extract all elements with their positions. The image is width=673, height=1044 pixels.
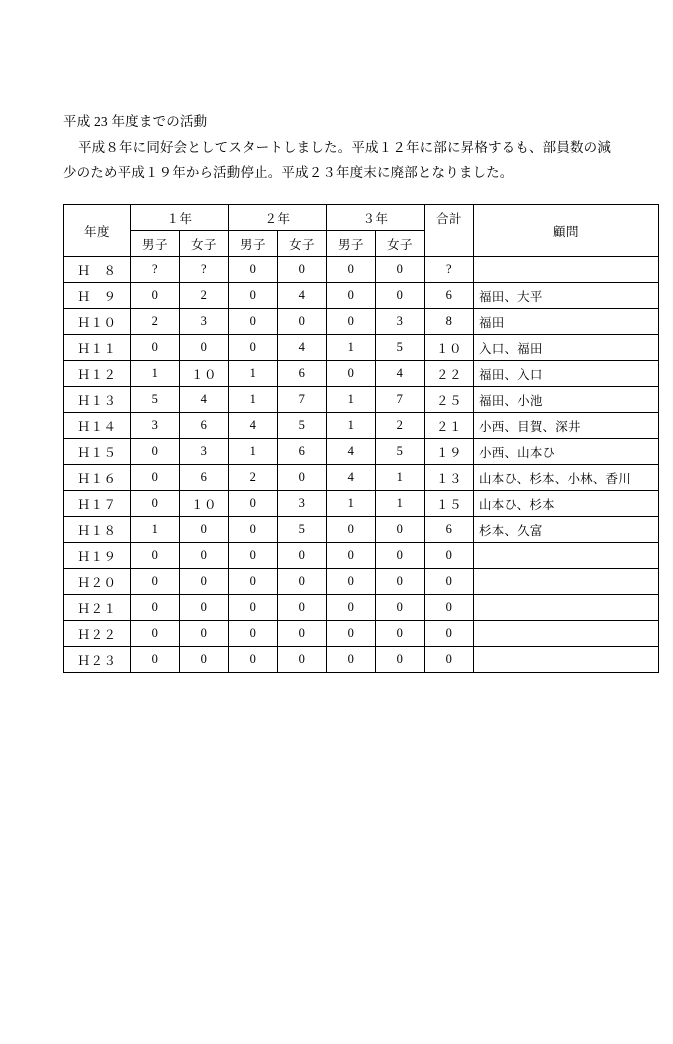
cell-grade3-boys: 4	[327, 439, 376, 465]
cell-grade1-boys: 0	[131, 439, 180, 465]
table-row	[64, 335, 659, 361]
cell-grade2-girls: 0	[278, 543, 327, 569]
table-row	[64, 595, 659, 621]
cell-grade1-girls: 2	[180, 283, 229, 309]
cell-grade1-boys: ?	[131, 257, 180, 283]
activity-table	[63, 204, 659, 673]
column-header-grade3-boys: 男子	[327, 231, 376, 257]
cell-year: Ｈ１０	[64, 309, 131, 335]
column-header-grade1-boys: 男子	[131, 231, 180, 257]
cell-total: １０	[425, 335, 474, 361]
cell-grade1-boys: 0	[131, 335, 180, 361]
cell-advisor: 杉本、久富	[474, 517, 659, 543]
cell-grade3-girls: 0	[376, 257, 425, 283]
cell-total: 0	[425, 621, 474, 647]
cell-grade2-girls: 5	[278, 517, 327, 543]
cell-grade3-boys: 4	[327, 465, 376, 491]
cell-grade3-girls: 1	[376, 491, 425, 517]
cell-grade2-girls: 0	[278, 569, 327, 595]
column-header-advisor: 顧問	[474, 205, 659, 257]
cell-grade1-girls: １０	[180, 491, 229, 517]
cell-grade3-boys: 1	[327, 413, 376, 439]
cell-grade3-girls: 0	[376, 621, 425, 647]
column-header-grade2-boys: 男子	[229, 231, 278, 257]
intro-paragraph	[63, 136, 611, 186]
cell-grade2-girls: 6	[278, 361, 327, 387]
cell-grade1-girls: 6	[180, 465, 229, 491]
cell-total: 6	[425, 283, 474, 309]
cell-grade1-girls: 3	[180, 309, 229, 335]
table-row	[64, 257, 659, 283]
cell-advisor	[474, 257, 659, 283]
cell-year: Ｈ ９	[64, 283, 131, 309]
cell-grade2-girls: 3	[278, 491, 327, 517]
cell-advisor: 山本ひ、杉本、小林、香川	[474, 465, 659, 491]
cell-advisor: 福田、小池	[474, 387, 659, 413]
column-header-grade1: １年	[131, 205, 229, 231]
cell-grade1-girls: 4	[180, 387, 229, 413]
cell-grade2-girls: 4	[278, 283, 327, 309]
cell-advisor: 入口、福田	[474, 335, 659, 361]
cell-grade2-boys: 0	[229, 543, 278, 569]
cell-grade1-boys: 3	[131, 413, 180, 439]
cell-total: 0	[425, 647, 474, 673]
table-body	[64, 257, 659, 673]
cell-grade2-boys: 0	[229, 283, 278, 309]
cell-grade2-girls: 0	[278, 621, 327, 647]
cell-grade2-boys: 1	[229, 387, 278, 413]
table-row	[64, 387, 659, 413]
cell-grade2-girls: 0	[278, 595, 327, 621]
cell-grade3-girls: 2	[376, 413, 425, 439]
table-header	[64, 205, 659, 257]
cell-grade1-boys: 0	[131, 569, 180, 595]
cell-grade2-boys: 4	[229, 413, 278, 439]
table-row	[64, 517, 659, 543]
document-text-block	[63, 112, 611, 186]
cell-total: ２５	[425, 387, 474, 413]
cell-grade1-girls: 0	[180, 517, 229, 543]
cell-grade3-girls: 0	[376, 517, 425, 543]
cell-year: Ｈ１６	[64, 465, 131, 491]
cell-grade2-girls: 0	[278, 465, 327, 491]
cell-total: 0	[425, 543, 474, 569]
cell-year: Ｈ２１	[64, 595, 131, 621]
table-row	[64, 283, 659, 309]
cell-grade2-boys: 2	[229, 465, 278, 491]
column-header-grade3: ３年	[327, 205, 425, 231]
cell-grade1-boys: 1	[131, 517, 180, 543]
cell-grade2-boys: 0	[229, 595, 278, 621]
cell-year: Ｈ２２	[64, 621, 131, 647]
cell-grade3-girls: 5	[376, 439, 425, 465]
table-row	[64, 465, 659, 491]
table-row	[64, 621, 659, 647]
cell-grade1-girls: １０	[180, 361, 229, 387]
cell-grade1-girls: 6	[180, 413, 229, 439]
cell-grade3-boys: 0	[327, 257, 376, 283]
cell-year: Ｈ１９	[64, 543, 131, 569]
cell-grade2-girls: 0	[278, 309, 327, 335]
cell-grade2-boys: 0	[229, 517, 278, 543]
cell-grade1-boys: 0	[131, 491, 180, 517]
cell-grade3-girls: 0	[376, 543, 425, 569]
cell-grade3-girls: 7	[376, 387, 425, 413]
table-row	[64, 361, 659, 387]
cell-advisor: 福田、入口	[474, 361, 659, 387]
cell-grade1-girls: 0	[180, 621, 229, 647]
cell-advisor	[474, 543, 659, 569]
cell-year: Ｈ ８	[64, 257, 131, 283]
cell-grade2-boys: 0	[229, 257, 278, 283]
column-header-total-spacer	[425, 231, 474, 257]
cell-year: Ｈ２０	[64, 569, 131, 595]
cell-advisor: 福田、大平	[474, 283, 659, 309]
cell-advisor: 山本ひ、杉本	[474, 491, 659, 517]
cell-total: ?	[425, 257, 474, 283]
cell-grade3-girls: 0	[376, 283, 425, 309]
cell-grade3-boys: 0	[327, 283, 376, 309]
cell-year: Ｈ１２	[64, 361, 131, 387]
table-row	[64, 309, 659, 335]
cell-total: 0	[425, 569, 474, 595]
cell-grade3-boys: 0	[327, 647, 376, 673]
cell-total: １３	[425, 465, 474, 491]
cell-grade3-boys: 1	[327, 491, 376, 517]
cell-year: Ｈ２３	[64, 647, 131, 673]
cell-advisor	[474, 569, 659, 595]
cell-total: １９	[425, 439, 474, 465]
cell-year: Ｈ１５	[64, 439, 131, 465]
cell-advisor	[474, 595, 659, 621]
cell-total: ２２	[425, 361, 474, 387]
cell-grade2-girls: 6	[278, 439, 327, 465]
page-title: 平成 23 年度までの活動	[63, 114, 208, 129]
cell-grade1-boys: 0	[131, 595, 180, 621]
cell-grade1-girls: 0	[180, 543, 229, 569]
cell-grade1-boys: 0	[131, 543, 180, 569]
cell-grade3-girls: 3	[376, 309, 425, 335]
column-header-grade2: ２年	[229, 205, 327, 231]
cell-advisor: 福田	[474, 309, 659, 335]
cell-grade1-girls: 0	[180, 335, 229, 361]
cell-grade1-girls: 0	[180, 569, 229, 595]
table-header-row-1	[64, 205, 659, 231]
cell-grade2-boys: 0	[229, 569, 278, 595]
cell-year: Ｈ１７	[64, 491, 131, 517]
intro-paragraph-text: 平成８年に同好会としてスタートしました。平成１２年に部に昇格するも、部員数の減少のため平成１９年から活動停止。平成２３年度末に廃部となりました。	[63, 140, 611, 181]
table-row	[64, 543, 659, 569]
column-header-grade2-girls: 女子	[278, 231, 327, 257]
cell-grade2-girls: 4	[278, 335, 327, 361]
cell-grade1-boys: 0	[131, 283, 180, 309]
cell-total: 6	[425, 517, 474, 543]
table-row	[64, 569, 659, 595]
cell-advisor: 小西、目賀、深井	[474, 413, 659, 439]
cell-advisor	[474, 647, 659, 673]
cell-grade3-boys: 1	[327, 387, 376, 413]
cell-grade2-boys: 0	[229, 647, 278, 673]
cell-grade3-girls: 5	[376, 335, 425, 361]
cell-grade2-boys: 0	[229, 309, 278, 335]
cell-grade2-boys: 0	[229, 491, 278, 517]
cell-grade3-girls: 0	[376, 569, 425, 595]
cell-grade2-boys: 0	[229, 335, 278, 361]
cell-grade2-boys: 0	[229, 621, 278, 647]
table-row	[64, 439, 659, 465]
column-header-grade3-girls: 女子	[376, 231, 425, 257]
cell-grade2-boys: 1	[229, 439, 278, 465]
cell-grade3-boys: 0	[327, 621, 376, 647]
table-row	[64, 491, 659, 517]
cell-total: 8	[425, 309, 474, 335]
cell-grade1-girls: 0	[180, 595, 229, 621]
table-row	[64, 413, 659, 439]
cell-grade1-boys: 5	[131, 387, 180, 413]
cell-grade3-boys: 0	[327, 361, 376, 387]
cell-total: 0	[425, 595, 474, 621]
cell-grade2-boys: 1	[229, 361, 278, 387]
cell-grade3-girls: 0	[376, 647, 425, 673]
column-header-grade1-girls: 女子	[180, 231, 229, 257]
cell-year: Ｈ１１	[64, 335, 131, 361]
table-row	[64, 647, 659, 673]
cell-grade3-boys: 0	[327, 569, 376, 595]
cell-grade3-boys: 0	[327, 543, 376, 569]
cell-grade1-girls: 0	[180, 647, 229, 673]
cell-total: １５	[425, 491, 474, 517]
cell-grade3-girls: 1	[376, 465, 425, 491]
cell-grade2-girls: 0	[278, 257, 327, 283]
cell-grade2-girls: 5	[278, 413, 327, 439]
cell-grade3-girls: 4	[376, 361, 425, 387]
cell-total: ２１	[425, 413, 474, 439]
cell-grade3-boys: 0	[327, 309, 376, 335]
cell-grade3-girls: 0	[376, 595, 425, 621]
cell-grade1-boys: 0	[131, 465, 180, 491]
cell-year: Ｈ１３	[64, 387, 131, 413]
cell-grade2-girls: 0	[278, 647, 327, 673]
cell-year: Ｈ１４	[64, 413, 131, 439]
cell-grade1-girls: ?	[180, 257, 229, 283]
cell-grade1-boys: 1	[131, 361, 180, 387]
cell-year: Ｈ１８	[64, 517, 131, 543]
cell-grade1-boys: 2	[131, 309, 180, 335]
cell-grade2-girls: 7	[278, 387, 327, 413]
cell-grade1-boys: 0	[131, 621, 180, 647]
cell-grade3-boys: 0	[327, 595, 376, 621]
cell-grade1-boys: 0	[131, 647, 180, 673]
cell-grade3-boys: 0	[327, 517, 376, 543]
cell-grade1-girls: 3	[180, 439, 229, 465]
cell-grade3-boys: 1	[327, 335, 376, 361]
column-header-year: 年度	[64, 205, 131, 257]
column-header-total: 合計	[425, 205, 474, 231]
cell-advisor: 小西、山本ひ	[474, 439, 659, 465]
cell-advisor	[474, 621, 659, 647]
